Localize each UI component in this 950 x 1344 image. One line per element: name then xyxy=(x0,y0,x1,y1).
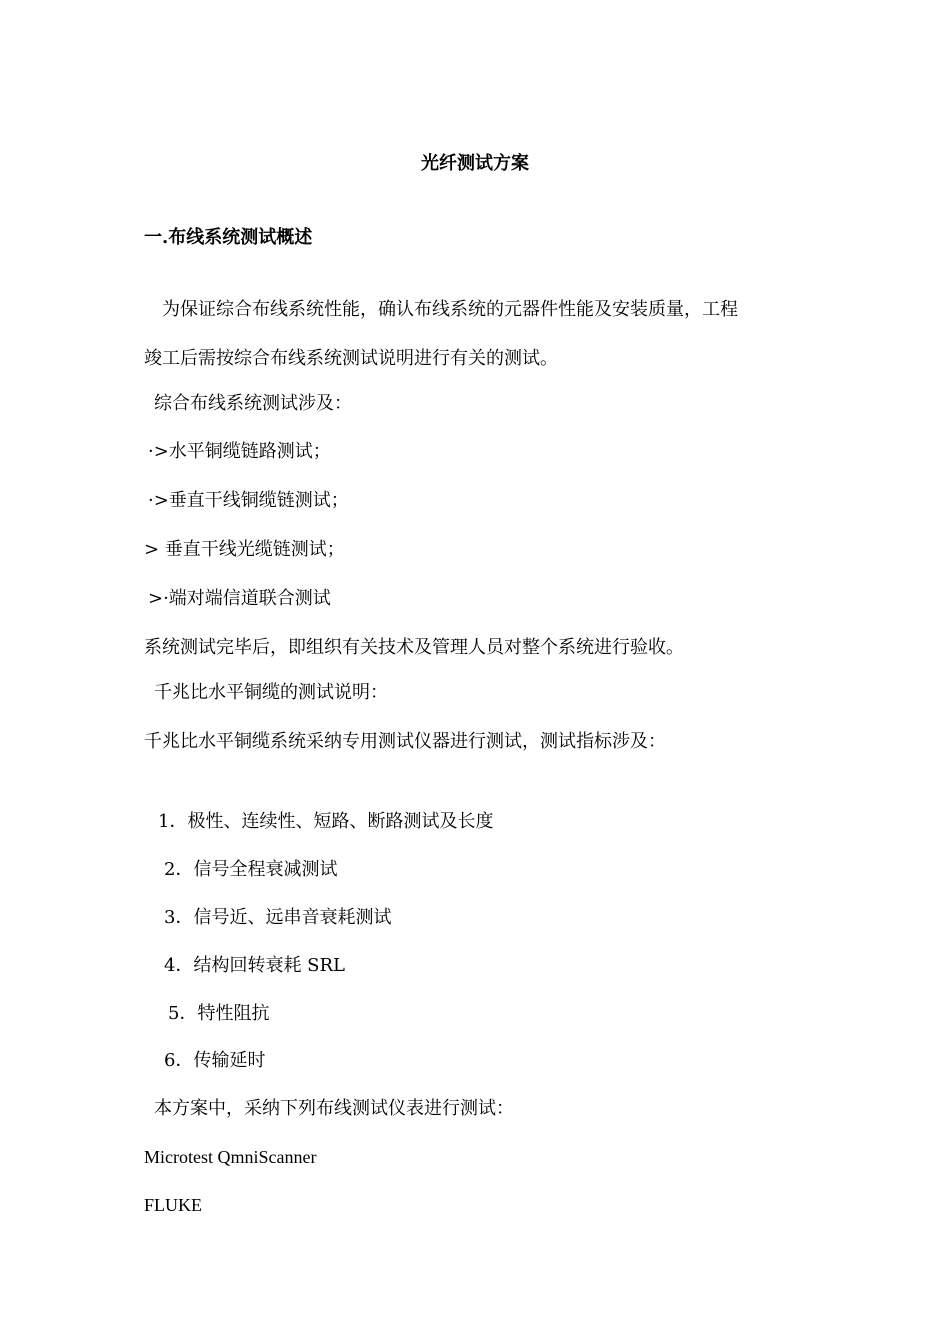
scope-item: >·端对端信道联合测试 xyxy=(148,588,331,609)
instruments-intro: 本方案中，采纳下列布线测试仪表进行测试： xyxy=(154,1098,514,1119)
test-item: 5．特性阻抗 xyxy=(168,1003,270,1024)
test-item: 2．信号全程衰减测试 xyxy=(164,859,338,880)
scope-item: ·>垂直干线铜缆链测试； xyxy=(148,490,349,511)
intro-paragraph-line-1: 为保证综合布线系统性能，确认布线系统的元器件性能及安装质量，工程 xyxy=(162,299,738,320)
scope-item: > 垂直干线光缆链测试； xyxy=(144,539,345,560)
instrument-name: Microtest QmniScanner xyxy=(144,1147,317,1167)
test-item: 6．传输延时 xyxy=(164,1050,266,1071)
after-test-paragraph: 系统测试完毕后，即组织有关技术及管理人员对整个系统进行验收。 xyxy=(144,637,684,658)
test-item: 3．信号近、远串音衰耗测试 xyxy=(164,907,392,928)
scope-item: ·>水平铜缆链路测试； xyxy=(148,441,331,462)
scope-intro: 综合布线系统测试涉及： xyxy=(154,393,352,414)
test-item: 1．极性、连续性、短路、断路测试及长度 xyxy=(158,811,494,832)
document-title: 光纤测试方案 xyxy=(421,153,529,174)
intro-paragraph-line-2: 竣工后需按综合布线系统测试说明进行有关的测试。 xyxy=(144,348,558,369)
test-item: 4．结构回转衰耗 SRL xyxy=(164,955,346,976)
section-heading: 一.布线系统测试概述 xyxy=(144,227,313,248)
gigabit-description: 千兆比水平铜缆系统采纳专用测试仪器进行测试，测试指标涉及： xyxy=(144,731,666,752)
instrument-name: FLUKE xyxy=(144,1195,202,1215)
gigabit-heading: 千兆比水平铜缆的测试说明： xyxy=(154,682,388,703)
